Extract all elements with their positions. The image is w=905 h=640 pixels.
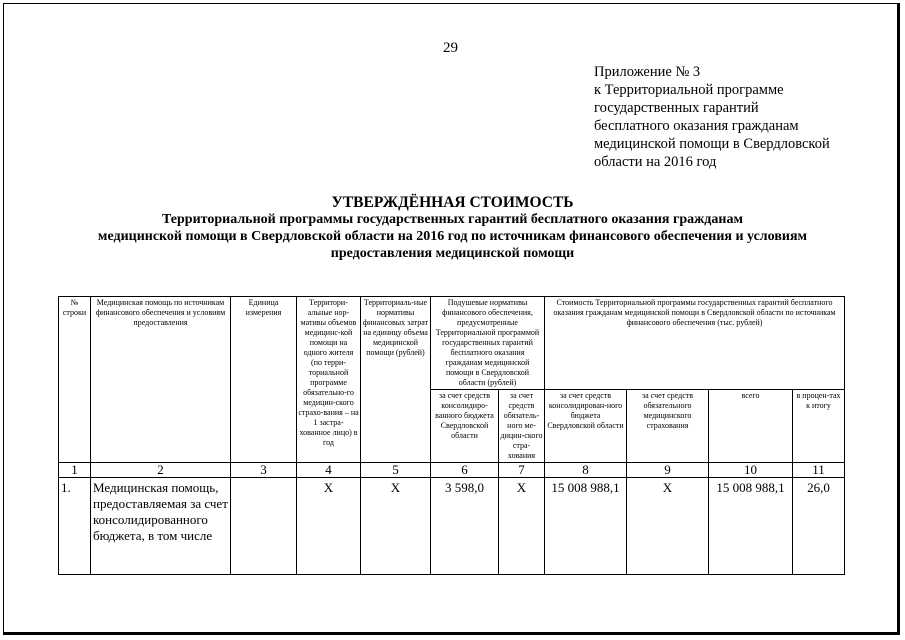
header-program-cost-group: Стоимость Территориальной программы государственных гарантий бесплатного оказания гражданам медицинской помощи в Свердловской области по источникам финансового обеспечения (тыс. рублей) xyxy=(545,297,845,390)
header-budget-per-capita: за счет средств консолидиро-ванного бюджета Свердловской области xyxy=(431,390,499,463)
row-label: Медицинская помощь, предоставляемая за счет консолидированного бюджета, в том числе xyxy=(91,478,231,575)
column-number: 7 xyxy=(499,463,545,478)
row-oms-cost: X xyxy=(627,478,709,575)
column-number: 6 xyxy=(431,463,499,478)
appendix-line: Приложение № 3 xyxy=(594,64,701,80)
appendix-line: к Территориальной программе xyxy=(594,82,784,98)
header-total: всего xyxy=(709,390,793,463)
row-cost-norm: X xyxy=(361,478,431,575)
appendix-note xyxy=(594,63,830,171)
header-volume-norms: Территори-альные нор-мативы объемов медицинс-кой помощи на одного жителя (по терри-ториальной программе обязательно-го медицин-ского страхо-вания – на 1 застра-хованное лицо) в год xyxy=(297,297,361,463)
column-number: 2 xyxy=(91,463,231,478)
row-volume-norm: X xyxy=(297,478,361,575)
row-total: 15 008 988,1 xyxy=(709,478,793,575)
column-number: 3 xyxy=(231,463,297,478)
appendix-line: бесплатного оказания гражданам xyxy=(594,118,799,134)
table-row xyxy=(59,478,845,575)
column-number: 1 xyxy=(59,463,91,478)
cost-table xyxy=(58,296,845,575)
row-unit xyxy=(231,478,297,575)
column-number: 8 xyxy=(545,463,627,478)
appendix-line: области на 2016 год xyxy=(594,154,717,170)
header-unit: Единица измерения xyxy=(231,297,297,463)
row-budget-cost: 15 008 988,1 xyxy=(545,478,627,575)
header-per-capita-group: Подушевые нормативы финансового обеспечения, предусмотренные Территориальной программой государственных гарантий бесплатного оказания гражданам медицинской помощи в Свердловской области (рублей) xyxy=(431,297,545,390)
header-percent: в процен-тах к итогу xyxy=(793,390,845,463)
row-percent: 26,0 xyxy=(793,478,845,575)
column-number: 5 xyxy=(361,463,431,478)
column-number-row xyxy=(59,463,845,478)
column-number: 11 xyxy=(793,463,845,478)
document-subtitle-line: предоставления медицинской помощи xyxy=(330,246,575,261)
header-medical-care: Медицинская помощь по источникам финансового обеспечения и условиям предоставления xyxy=(91,297,231,463)
appendix-line: государственных гарантий xyxy=(594,100,759,116)
table-header-row xyxy=(59,297,845,390)
row-number: 1. xyxy=(59,478,91,575)
document-subtitle-line: медицинской помощи в Свердловской области на 2016 год по источникам финансового обеспечения и условиям xyxy=(97,229,808,244)
header-oms-per-capita: за счет средств обязатель-ного ме-дицин-ского стра-хования xyxy=(499,390,545,463)
document-title: УТВЕРЖДЁННАЯ СТОИМОСТЬ xyxy=(331,194,574,211)
page-number: 29 xyxy=(443,40,458,56)
header-row-number: № строки xyxy=(59,297,91,463)
header-budget-cost: за счет средств консолидирован-ного бюджета Свердловской области xyxy=(545,390,627,463)
document-subtitle-line: Территориальной программы государственных гарантий бесплатного оказания гражданам xyxy=(162,212,743,227)
column-number: 4 xyxy=(297,463,361,478)
header-oms-cost: за счет средств обязательного медицинского страхования xyxy=(627,390,709,463)
column-number: 10 xyxy=(709,463,793,478)
row-budget-per-capita: 3 598,0 xyxy=(431,478,499,575)
appendix-line: медицинской помощи в Свердловской xyxy=(594,136,830,152)
header-cost-norms: Территориаль-ные нормативы финансовых затрат на единицу объема медицинской помощи (рублей) xyxy=(361,297,431,463)
row-oms-per-capita: X xyxy=(499,478,545,575)
column-number: 9 xyxy=(627,463,709,478)
